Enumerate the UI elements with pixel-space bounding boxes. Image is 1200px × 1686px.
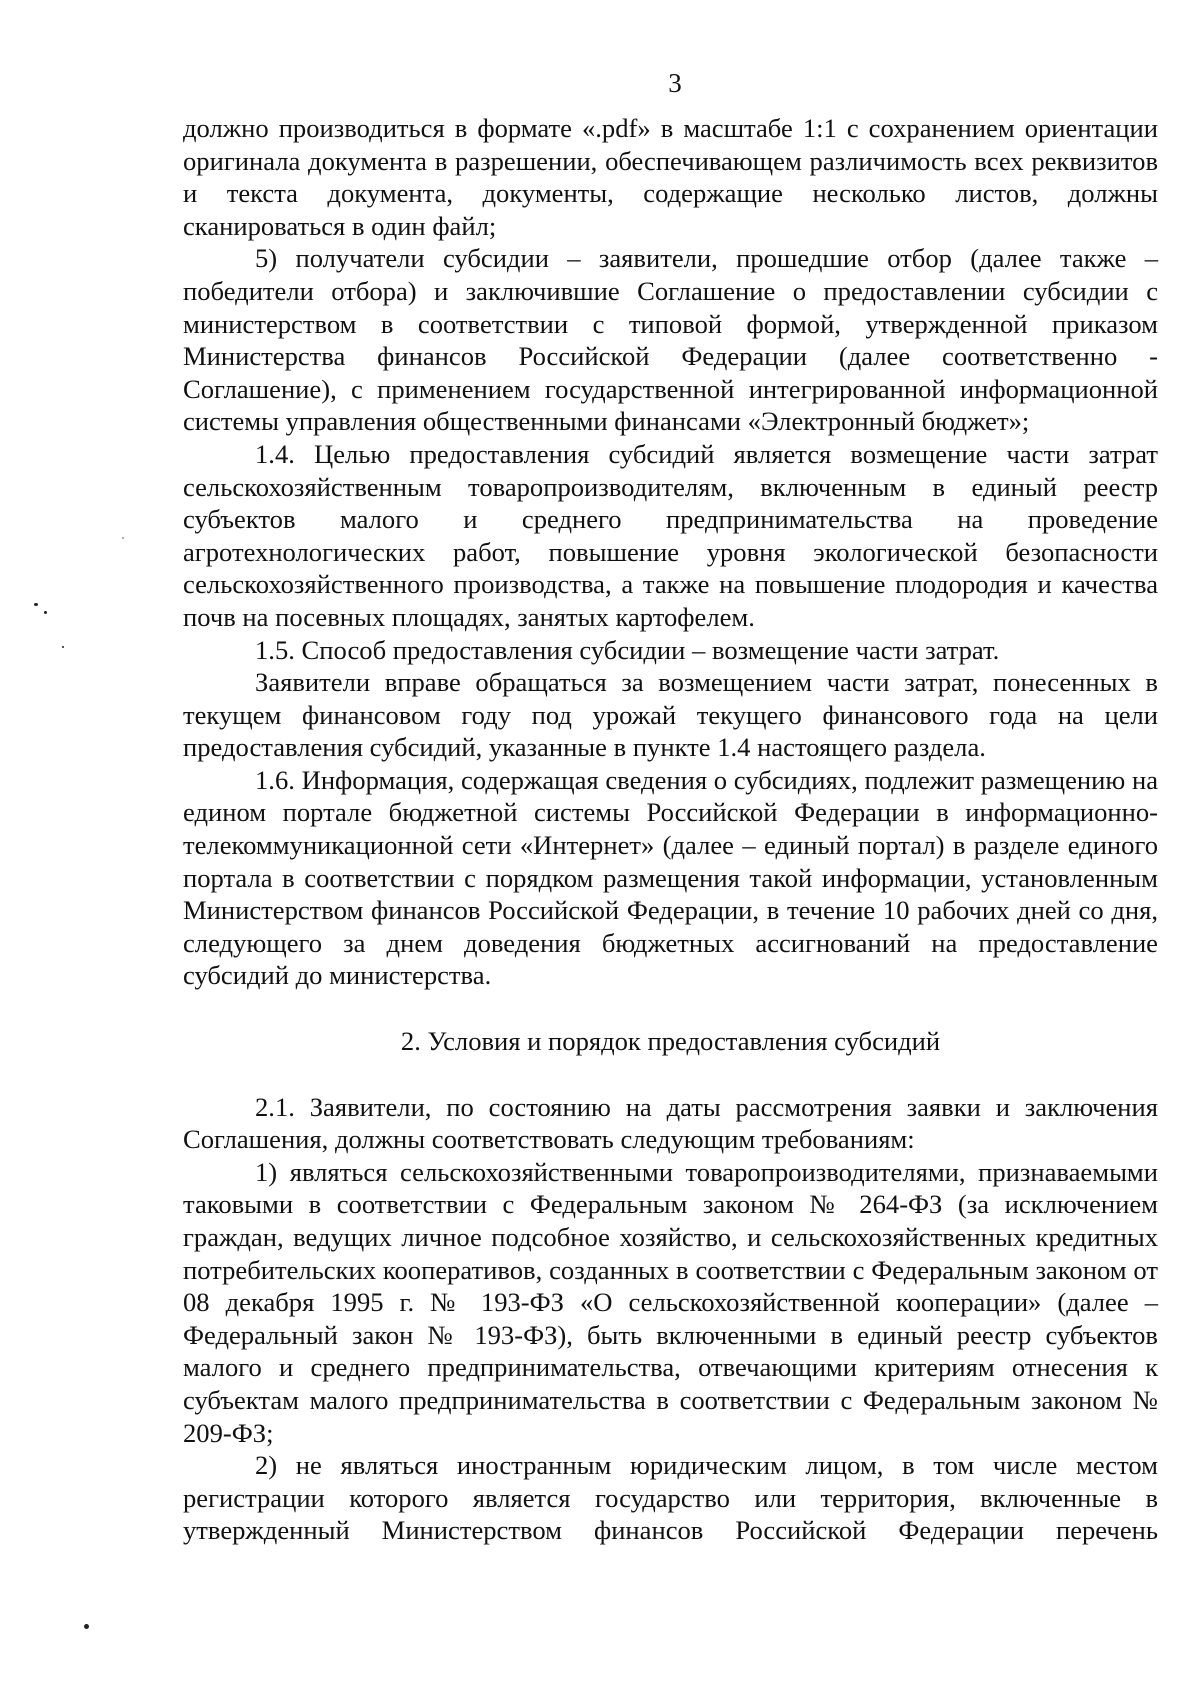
page-number: 3: [668, 68, 682, 98]
paragraph-1-6: 1.6. Информация, содержащая сведения о субсидиях, подлежит размещению на едином портале бюджетной системы Российской Федерации в информационно-телекоммуникационной сети «Интернет» (далее – единый портал) в разделе единого портала в соответствии с порядком размещения такой информации, установленным Министерством финансов Российской Федерации, в течение 10 рабочих дней со дня, следующего за днем доведения бюджетных ассигнований на предоставление субсидий до министерства.: [183, 764, 1158, 991]
scan-speck: [122, 537, 124, 539]
scan-speck: [84, 1624, 89, 1629]
paragraph-1-5: 1.5. Способ предоставления субсидии – возмещение части затрат.: [255, 634, 1000, 665]
document-body: [183, 112, 1158, 1547]
paragraph-item-5: 5) получатели субсидии – заявители, прошедшие отбор (далее также – победители отбора) и заключившие Соглашение о предоставлении субсидии с министерством в соответствии с типовой формой, утвержденной приказом Министерства финансов Российской Федерации (далее соответственно - Соглашение), с применением государственной интегрированной информационной системы управления общественными финансами «Электронный бюджет»;: [183, 243, 1158, 437]
paragraph-2-1: 2.1. Заявители, по состоянию на даты рассмотрения заявки и заключения Соглашения, должны соответствовать следующим требованиям:: [183, 1091, 1158, 1155]
paragraph-continuation: должно производиться в формате «.pdf» в масштабе 1:1 с сохранением ориентации оригинала документа в разрешении, обеспечивающем различимость всех реквизитов и текста документа, документы, содержащие несколько листов, должны сканироваться в один файл;: [183, 113, 1158, 241]
scan-speck: [44, 611, 47, 614]
scan-speck: [34, 603, 38, 606]
paragraph-requirement-1: 1) являться сельскохозяйственными товаропроизводителями, признаваемыми таковыми в соответствии с Федеральным законом № 264-ФЗ (за исключением граждан, ведущих личное подсобное хозяйство, и сельскохозяйственных кредитных потребительских кооперативов, созданных в соответствии с Федеральным законом от 08 декабря 1995 г. № 193-ФЗ «О сельскохозяйственной кооперации» (далее – Федеральный закон № 193-ФЗ), быть включенными в единый реестр субъектов малого и среднего предпринимательства, отвечающими критериям отнесения к субъектам малого предпринимательства в соответствии с Федеральным законом № 209-ФЗ;: [183, 1156, 1158, 1448]
paragraph-applicants-rights: Заявители вправе обращаться за возмещением части затрат, понесенных в текущем финансовом году под урожай текущего финансового года на цели предоставления субсидий, указанные в пункте 1.4 настоящего раздела.: [183, 667, 1158, 763]
paragraph-1-4: 1.4. Целью предоставления субсидий является возмещение части затрат сельскохозяйственным товаропроизводителям, включенным в единый реестр субъектов малого и среднего предпринимательства на проведение агротехнологических работ, повышение уровня экологической безопасности сельскохозяйственного производства, а также на повышение плодородия и качества почв на посевных площадях, занятых картофелем.: [183, 438, 1158, 632]
scan-speck: [62, 646, 64, 648]
paragraph-requirement-2: 2) не являться иностранным юридическим лицом, в том числе местом регистрации которого является государство или территория, включенные в утвержденный Министерством финансов Российской Федерации перечень: [183, 1450, 1158, 1546]
section-heading-2: 2. Условия и порядок предоставления субсидий: [400, 1026, 941, 1057]
